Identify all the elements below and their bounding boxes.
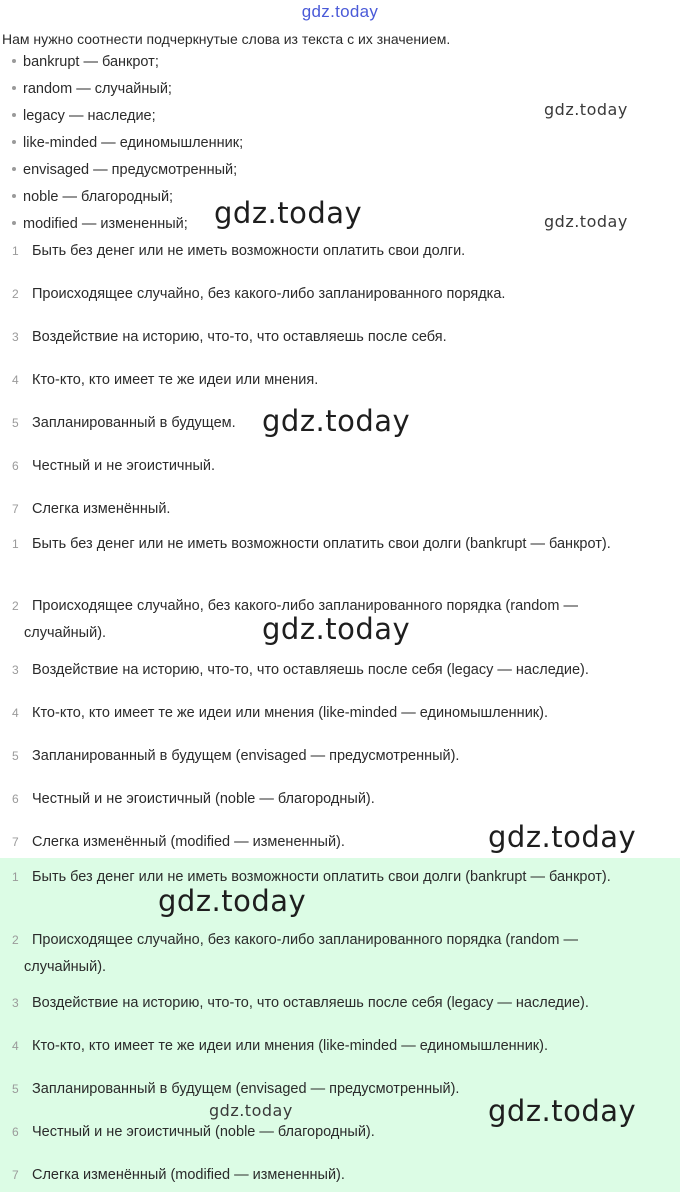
bullet-icon (12, 86, 16, 90)
definition-item: 4 Кто-кто, кто имеет те же идеи или мнения. (12, 372, 319, 388)
header-watermark: gdz.today (301, 2, 379, 21)
vocabulary-item: modified — измененный; (12, 214, 243, 241)
highlighted-answer-item: 6 Честный и не эгоистичный (noble — благородный). (12, 1124, 375, 1140)
bullet-icon (12, 194, 16, 198)
definition-item: 2 Происходящее случайно, без какого-либо запланированного порядка. (12, 286, 506, 302)
highlighted-answer-item: 3 Воздействие на историю, что-то, что оставляешь после себя (legacy — наследие). (12, 995, 589, 1011)
watermark: gdz.today (544, 100, 628, 119)
highlighted-answer-item: 4 Кто-кто, кто имеет те же идеи или мнения (like-minded — единомышленник). (12, 1038, 548, 1054)
watermark: gdz.today (488, 1094, 637, 1128)
vocabulary-item: legacy — наследие; (12, 106, 243, 133)
highlighted-answer-item: 5 Запланированный в будущем (envisaged — предусмотренный). (12, 1081, 460, 1097)
vocabulary-list (12, 52, 243, 241)
watermark: gdz.today (262, 612, 411, 646)
bullet-icon (12, 59, 16, 63)
bullet-icon (12, 221, 16, 225)
bullet-icon (12, 140, 16, 144)
watermark: gdz.today (488, 820, 637, 854)
bullet-icon (12, 113, 16, 117)
highlighted-answer-item: 7 Слегка изменённый (modified — измененный). (12, 1167, 345, 1183)
vocabulary-item: like-minded — единомышленник; (12, 133, 243, 160)
definition-item: 3 Воздействие на историю, что-то, что оставляешь после себя. (12, 329, 447, 345)
watermark: gdz.today (209, 1101, 293, 1120)
answer-item: 5 Запланированный в будущем (envisaged — предусмотренный). (12, 748, 460, 764)
answer-item: 1 Быть без денег или не иметь возможности оплатить свои долги (bankrupt — банкрот). (12, 536, 611, 552)
task-intro: Нам нужно соотнести подчеркнутые слова из текста с их значением. (2, 31, 451, 47)
vocabulary-item: random — случайный; (12, 79, 243, 106)
highlighted-answer-item: 2 Происходящее случайно, без какого-либо запланированного порядка (random — случайный). (12, 932, 578, 975)
watermark: gdz.today (262, 404, 411, 438)
highlighted-answer-item: 1 Быть без денег или не иметь возможности оплатить свои долги (bankrupt — банкрот). (12, 869, 611, 885)
vocabulary-item: noble — благородный; (12, 187, 243, 214)
definition-item: 7 Слегка изменённый. (12, 501, 171, 517)
answer-item: 2 Происходящее случайно, без какого-либо запланированного порядка (random — случайный). (12, 598, 578, 641)
bullet-icon (12, 167, 16, 171)
answer-item: 4 Кто-кто, кто имеет те же идеи или мнения (like-minded — единомышленник). (12, 705, 548, 721)
watermark: gdz.today (214, 196, 363, 230)
watermark: gdz.today (544, 212, 628, 231)
watermark: gdz.today (158, 884, 307, 918)
definition-item: 5 Запланированный в будущем. (12, 415, 236, 431)
definition-item: 1 Быть без денег или не иметь возможности оплатить свои долги. (12, 243, 466, 259)
vocabulary-item: bankrupt — банкрот; (12, 52, 243, 79)
answer-item: 6 Честный и не эгоистичный (noble — благородный). (12, 791, 375, 807)
answer-item: 3 Воздействие на историю, что-то, что оставляешь после себя (legacy — наследие). (12, 662, 589, 678)
vocabulary-item: envisaged — предусмотренный; (12, 160, 243, 187)
definition-item: 6 Честный и не эгоистичный. (12, 458, 216, 474)
answer-item: 7 Слегка изменённый (modified — измененный). (12, 834, 345, 850)
